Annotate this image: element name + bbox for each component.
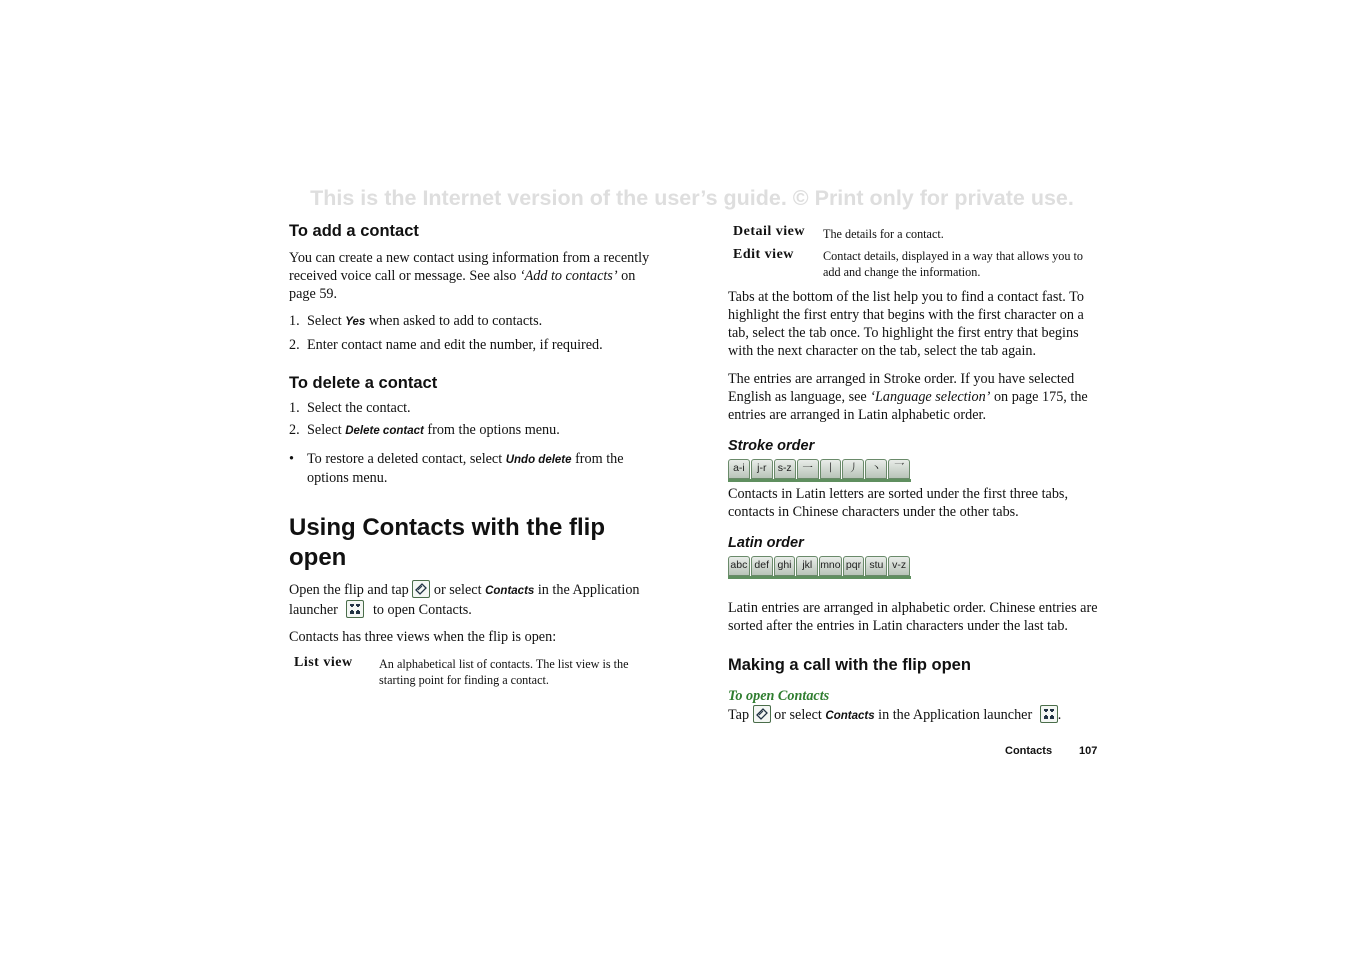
contacts-icon[interactable]: [412, 580, 430, 598]
list-view-desc: An alphabetical list of contacts. The list view is the starting point for finding a contact.: [379, 657, 629, 687]
stroke-tab-dot[interactable]: 丶: [865, 459, 887, 479]
latin-tab-ghi[interactable]: ghi: [774, 556, 796, 576]
stroke-tab-horizontal[interactable]: 一: [797, 459, 819, 479]
add-contact-heading: To add a contact: [289, 222, 419, 240]
open-contacts-text: Tap or select Contacts in the Application launcher .: [728, 707, 1062, 723]
flip-open-intro: Open the flip and tap or select Contacts in the Application launcher to open Contacts.: [289, 582, 640, 618]
left-column: [289, 220, 661, 688]
add-contact-intro: You can create a new contact using information from a recently received voice call or message. See also ‘Add to contacts’ on page 59.: [289, 250, 650, 302]
bullet-item: • To restore a deleted contact, select Undo delete from the options menu.: [289, 451, 624, 486]
footer-section: Contacts: [1005, 745, 1053, 757]
stroke-tab-j-r[interactable]: j-r: [751, 459, 773, 479]
order-paragraph: The entries are arranged in Stroke order. If you have selected English as language, see ‘Language selection’ on page 175, the entries are arranged in Latin alphabetic order.: [728, 371, 1088, 423]
latin-tab-jkl[interactable]: jkl: [796, 556, 818, 576]
flip-open-heading: Using Contacts with the flip open: [289, 514, 605, 571]
list-view-term: List view: [294, 655, 353, 670]
application-launcher-icon[interactable]: [346, 600, 364, 618]
detail-view-desc: The details for a contact.: [823, 227, 944, 241]
delete-contact-steps: [289, 399, 661, 487]
contacts-icon[interactable]: [753, 705, 771, 723]
latin-tab-abc[interactable]: abc: [728, 556, 750, 576]
watermark: This is the Internet version of the user’s guide. © Print only for private use.: [310, 186, 1074, 210]
stroke-tab-turning[interactable]: 乛: [888, 459, 910, 479]
application-launcher-icon[interactable]: [1040, 705, 1058, 723]
flip-open-views-intro: Contacts has three views when the flip is open:: [289, 629, 557, 645]
stroke-order-heading: Stroke order: [728, 438, 815, 454]
stroke-tab-a-i[interactable]: a-i: [728, 459, 750, 479]
right-column: [728, 224, 1100, 725]
stroke-tab-s-z[interactable]: s-z: [774, 459, 796, 479]
delete-contact-heading: To delete a contact: [289, 374, 438, 392]
list-item: 2. Select Delete contact from the options menu.: [289, 422, 560, 438]
edit-view-term: Edit view: [733, 247, 794, 262]
stroke-order-tabs: [728, 459, 911, 482]
latin-tab-pqr[interactable]: pqr: [843, 556, 865, 576]
detail-view-term: Detail view: [733, 224, 805, 239]
footer-page-number: 107: [1079, 745, 1098, 757]
latin-tab-mno[interactable]: mno: [819, 556, 841, 576]
stroke-tab-left-falling[interactable]: 丿: [842, 459, 864, 479]
latin-order-text: Latin entries are arranged in alphabetic order. Chinese entries are sorted after the entries in Latin characters under the last tab.: [728, 600, 1098, 634]
views-definitions: [728, 224, 1100, 280]
list-item: 2. Enter contact name and edit the number, if required.: [289, 337, 603, 353]
add-contact-steps: [289, 312, 661, 354]
latin-order-heading: Latin order: [728, 535, 804, 551]
list-item: 1. Select the contact.: [289, 400, 411, 416]
edit-view-desc: Contact details, displayed in a way that allows you to add and change the information.: [823, 249, 1083, 279]
latin-order-tabs: [728, 556, 911, 579]
open-contacts-subheading: To open Contacts: [728, 688, 830, 704]
stroke-tab-vertical[interactable]: 丨: [820, 459, 842, 479]
making-call-heading: Making a call with the flip open: [728, 656, 971, 674]
latin-tab-stu[interactable]: stu: [865, 556, 887, 576]
tabs-paragraph: Tabs at the bottom of the list help you to find a contact fast. To highlight the first entry that begins with the first character on a tab, select the tab once. To highlight the first entry that begins with the next character on the tab, select the tab again.: [728, 289, 1084, 359]
latin-tab-v-z[interactable]: v-z: [888, 556, 910, 576]
list-item: 1. Select Yes when asked to add to contacts.: [289, 313, 543, 329]
stroke-order-text: Contacts in Latin letters are sorted under the first three tabs, contacts in Chinese characters under the other tabs.: [728, 486, 1068, 520]
latin-tab-def[interactable]: def: [751, 556, 773, 576]
list-view-def: [289, 655, 661, 688]
